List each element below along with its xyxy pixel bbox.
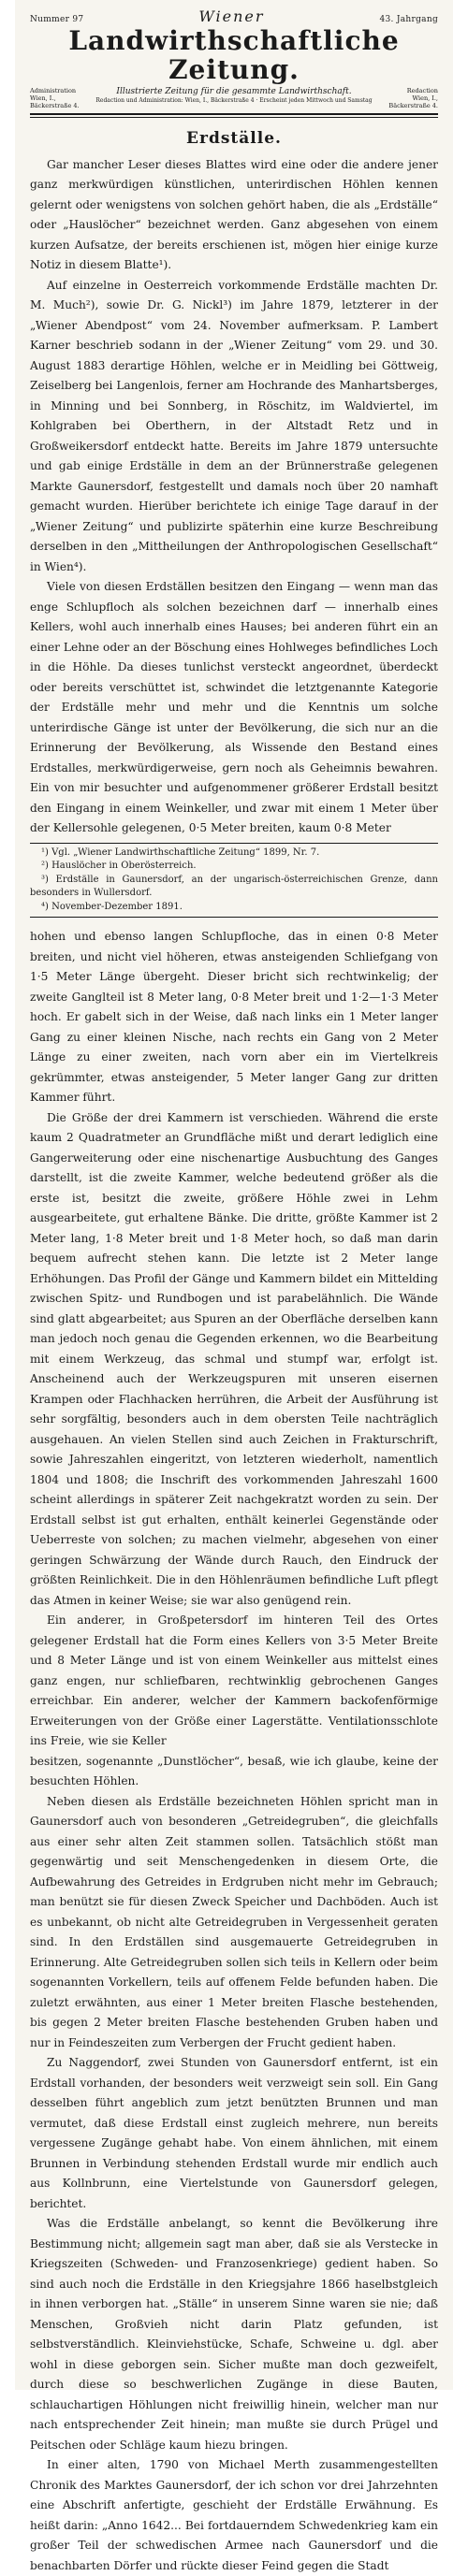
right-info: [373, 87, 438, 109]
footnotes: [30, 843, 438, 919]
newspaper-page: [15, 0, 453, 2572]
left-label: Administration: [30, 86, 77, 94]
masthead-divider: [30, 117, 438, 118]
article-body-a: [30, 155, 438, 839]
paragraph: In einer alten, 1790 von Michael Merth zusammengestellten Chronik des Marktes Gaunersdorf, der ich schon vor drei Jahrzehnten eine Abschrift anfertigte, geschieht der Erdställe Erwähnung. Es heißt darin: „Anno 1642... Bei fortdauerndem Schwedenkrieg kam ein großer Teil der schwedischen Armee nach Gaunersdorf und die benachbarten Dörfer und rückte dieser Feind gegen die Stadt: [30, 2458, 438, 2572]
paragraph: Was die Erdställe anbelangt, so kennt die Bevölkerung ihre Bestimmung nicht; allgemein sagt man aber, daß sie als Verstecke in Kriegszeiten (Schweden- und Franzosenkriege) gedient haben. So sind auch noch die Erdställe in den Kriegsjahre 1866 haselbstgleich in ihnen verborgen hat. „Ställe“ in unserem Sinne waren sie nie; daß Menschen, Großvieh nicht darin Platz gefunden, ist selbstverständlich. Kleinviehstücke, Schafe, Schweine u. dgl. aber wohl in diese geborgen sein. Sicher mußte man doch gezweifelt, durch diese so beschwerlichen Zugänge in diese Bauten, schlauchartigen Höhlungen nicht freiwillig hinein, welcher man nur nach entsprechender Zeit hinein; man mußte sie durch Prügel und Peitschen oder Schläge kaum hiezu bringen.: [30, 2217, 438, 2452]
paragraph: Die Größe der drei Kammern ist verschieden. Während die erste kaum 2 Quadratmeter an Grundfläche mißt und derart lediglich eine Gangerweiterung oder eine nischenartige Ausbuchtung des Ganges darstellt, ist die zweite Kammer, welche bedeutend größer als die erste ist, besitzt die zweite, größere Höhle zwei in Lehm ausgearbeitete, gut erhaltene Bänke. Die dritte, größte Kammer ist 2 Meter lang, 1·8 Meter breit und 1·8 Meter hoch, so daß man darin bequem aufrecht stehen kann. Die letzte ist 2 Meter lange Erhöhungen. Das Profil der Gänge und Kammern bildet ein Mittelding zwischen Spitz- und Rundbogen und ist parabelähnlich. Die Wände sind glatt abgearbeitet; aus Spuren an der Oberfläche derselben kann man jedoch noch genau die Gegenden erkennen, wo die Bearbeitung mit einem Werkzeug, das schmal und stumpf war, erfolgt ist. Anscheinend auch der Werkzeugspuren mit unseren eisernen Krampen oder Flachhacken herrühren, die Arbeit der Ausführung ist sehr sorgfältig, besonders auch in dem obersten Teile nachträglich ausgehauen. An vielen Stellen sind auch Zeichen in Frakturschrift, sowie Jahreszahlen eingeritzt, von letzteren wiederholt, namentlich 1804 und 1808; die Inschrift des vorkommenden Jahreszahl 1600 scheint allerdings in späterer Zeit nachgekratzt worden zu sein. Der Erdstall selbst ist gut erhalten, enthält keinerlei Gegenstände oder Ueberreste von solchen; zu machen vielmehr, abgesehen von einer geringen Schwärzung der Wände durch Rauch, den Eindruck der größten Reinlichkeit. Die in den Höhlenräumen befindliche Luft pflegt das Atmen in keiner Weise; sie war also genügend rein.: [30, 1110, 438, 1607]
issue-number: Nummer 97: [30, 15, 84, 24]
right-address: Wien, I., Bäckerstraße 4.: [388, 94, 438, 109]
paragraph: Ein anderer, in Großpetersdorf im hinteren Teil des Ortes gelegener Erdstall hat die Form eines Kellers von 3·5 Meter Breite und 8 Meter Länge und ist von einem Weinkeller aus mittelst eines ganz engen, nur schliefbaren, rechtwinklig gebrochenen Ganges erreichbar. Ein anderer, welcher der Kammern backofenförmige Erweiterungen von der Größe einer Lagerstätte. Ventilationsschlote ins Freie, wie sie Keller: [30, 1614, 438, 1748]
paragraph: Zu Naggendorf, zwei Stunden von Gaunersdorf entfernt, ist ein Erdstall vorhanden, der besonders weit verzweigt sein soll. Ein Gang desselben führt angeblich zum jetzt benützten Brunnen und man vermutet, daß diese Erdstall einst zugleich mehrere, nun bereits vergessene Zugänge gehabt habe. Von einem ähnlichen, mit einem Brunnen in Verbindung stehenden Erdstall wurde mir endlich auch aus Kollnbrunn, eine Viertelstunde von Gaunersdorf gelegen, berichtet.: [30, 2056, 438, 2210]
paragraph: Gar mancher Leser dieses Blattes wird eine oder die andere jener ganz merkwürdigen künstlichen, unterirdischen Höhlen kennen gelernt oder wenigstens von solchen gehört haben, die als „Erdställe“ oder „Hauslöcher“ bezeichnet werden. Ganz abgesehen von einem kurzen Aufsatze, der bereits erschienen ist, mögen hier einige kurze Notiz in diesem Blatte¹).: [30, 157, 438, 272]
paragraph: Viele von diesen Erdställen besitzen den Eingang — wenn man das enge Schlupfloch als solchen bezeichnen darf — innerhalb eines Kellers, wohl auch innerhalb eines Hauses; bei anderen führt ein an einer Lehne oder an der Böschung eines Hohlweges befindliches Loch in die Höhle. Da dieses tunlichst versteckt angeordnet, überdeckt oder bereits verschüttet ist, schwindet die letztgenannte Kategorie der Erdställe mehr und mehr und die Kenntnis um solche unterirdische Gänge ist unter der Bevölkerung, die sich nur an die Erinnerung der Bevölkerung, als Wissende den Bestand eines Erdstalles, merkwürdigerweise, gern noch als Geheimnis bewahren. Ein von mir besuchter und aufgenommener größerer Erdstall besitzt den Eingang in einem Weinkeller, und zwar mit einem 1 Meter über der Kellersohle gelegenen, 0·5 Meter breiten, kaum 0·8 Meter: [30, 580, 438, 835]
footnote: ³) Erdställe in Gaunersdorf, an der ungarisch-österreichischen Grenze, dann besonders in Wullersdorf.: [30, 874, 438, 899]
footnote: ²) Hauslöcher in Oberösterreich.: [41, 861, 197, 872]
article-body-b: [30, 927, 438, 1752]
left-info: [30, 87, 95, 109]
masthead-topline: [30, 7, 438, 25]
paragraph: besitzen, sogenannte „Dunstlöcher“, besaß, wie ich glaube, keine der besuchten Höhlen.: [30, 1754, 438, 1788]
left-address: Wien, I., Bäckerstraße 4.: [30, 94, 80, 109]
newspaper-title: Landwirthschaftliche Zeitung.: [68, 25, 400, 85]
paragraph: Auf einzelne in Oesterreich vorkommende Erdställe machten Dr. M. Much²), sowie Dr. G. Nickl³) im Jahre 1879, letzterer in der „Wiener Abendpost“ vom 24. November aufmerksam. P. Lambert Karner beschrieb sodann in der „Wiener Zeitung“ vom 29. und 30. August 1883 derartige Höhlen, welche er in Meidling bei Göttweig, Zeiselberg bei Langenlois, ferner am Hochrande des Manhartsberges, in Minning und bei Sonnberg, in Röschitz, im Waldviertel, im Kohlgraben bei Oberthern, in der Altstadt Retz und in Großweikersdorf entdeckt hatte. Bereits im Jahre 1879 untersuchte und gab einige Erdställe in dem an der Brünnerstraße gelegenen Markte Gaunersdorf, festgestellt und damals noch über 20 namhaft gemacht wurden. Hierüber berichtete ich einige Tage darauf in der „Wiener Zeitung“ und publizirte späterhin eine kurze Beschreibung derselben in den „Mittheilungen der Anthropologischen Gesellschaft“ in Wien⁴).: [30, 278, 438, 573]
subtitle-block: [95, 87, 373, 104]
article-body-c: [30, 1752, 438, 2576]
paragraph: Neben diesen als Erdställe bezeichneten Höhlen spricht man in Gaunersdorf auch von besonderen „Getreidegruben“, die gleichfalls aus einer sehr alten Zeit stammen sollen. Tatsächlich stößt man gegenwärtig und seit Menschengedenken in diesem Orte, die Aufbewahrung des Getreides in Erdgruben nicht mehr im Gebrauch; man benützt sie für diesen Zweck Speicher und Dachböden. Auch ist es unbekannt, ob nicht alte Getreidegruben in Vergessenheit geraten sind. In den Erdställen sind ausgemauerte Getreidegruben in Erinnerung. Alte Getreidegruben sollen sich teils in Kellern oder beim sogenannten Vorkellern, teils auf offenem Felde befunden haben. Die zuletzt erwähnten, aus einer 1 Meter breiten Flasche bestehenden, bis gegen 2 Meter breiten Flasche bestehenden Gruben haben und nur in Feindeszeiten zum Verbergen der Frucht gedient haben.: [30, 1794, 438, 2049]
right-label: Redaction: [406, 86, 438, 94]
subtitle-line2: Redaction und Administration: Wien, I., Bäckerstraße 4 · Erscheint jeden Mittwoch und Samstag: [95, 96, 373, 104]
newspaper-small-title: Wiener: [198, 7, 265, 25]
article-title: Erdställe.: [186, 128, 282, 148]
footnote: ¹) Vgl. „Wiener Landwirthschaftliche Zeitung“ 1899, Nr. 7.: [41, 847, 320, 858]
subtitle: Illustrierte Zeitung für die gesammte Landwirthschaft.: [116, 86, 352, 96]
masthead-subtitle-row: [30, 87, 438, 115]
footnote: ⁴) November-Dezember 1891.: [41, 901, 183, 912]
paragraph: hohen und ebenso langen Schlupfloche, das in einen 0·8 Meter breiten, und nicht viel höheren, etwas ansteigenden Schliefgang von 1·5 Meter Länge übergeht. Dieser bricht sich rechtwinkelig; der zweite Ganglteil ist 8 Meter lang, 0·8 Meter breit und 1·2—1·3 Meter hoch. Er gabelt sich in der Weise, daß nach links ein 1 Meter langer Gang zu einer kleinen Nische, nach rechts ein Gang von 2 Meter Länge zu einer zweiten, nach vorn aber ein im Viertelkreis gekrümmter, etwas ansteigender, 5 Meter langer Gang zur dritten Kammer führt.: [30, 930, 438, 1105]
volume: 43. Jahrgang: [379, 15, 438, 24]
